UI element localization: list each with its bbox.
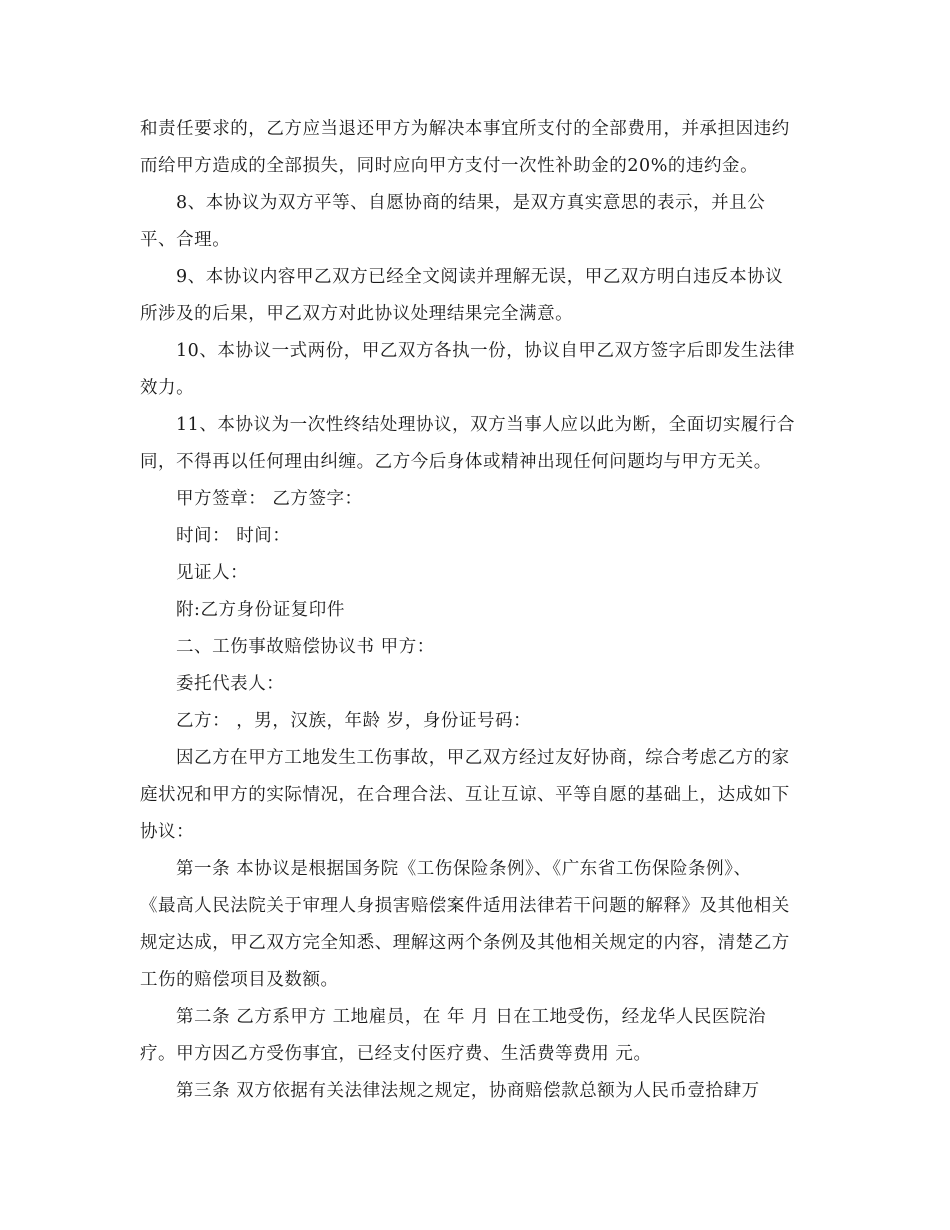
text-line: 效力。 [140, 378, 195, 398]
clause-11: 11、本协议为一次性终结处理协议，双方当事人应以此为断，全面切实履行合 [176, 415, 796, 435]
party-b-line: 乙方： ，男，汉族，年龄 岁，身份证号码： [176, 711, 532, 731]
article-2: 第二条 乙方系甲方 工地雇员，在 年 月 日在工地受伤，经龙华人民医院治 [176, 1007, 767, 1027]
text-line: 和责任要求的，乙方应当退还甲方为解决本事宜所支付的全部费用，并承担因违约 [140, 119, 790, 139]
article-3: 第三条 双方依据有关法律法规之规定，协商赔偿款总额为人民币壹拾肆万 [176, 1081, 760, 1101]
text-line: 协议： [140, 822, 195, 842]
text-line: 所涉及的后果，甲乙双方对此协议处理结果完全满意。 [140, 304, 574, 324]
text-line: 而给甲方造成的全部损失，同时应向甲方支付一次性补助金的20%的违约金。 [140, 156, 759, 176]
text-line: 工伤的赔偿项目及数额。 [140, 970, 339, 990]
attachment-line: 附:乙方身份证复印件 [176, 600, 345, 620]
text-line: 同，不得再以任何理由纠缠。乙方今后身体或精神出现任何问题均与甲方无关。 [140, 452, 772, 472]
section-heading: 二、工伤事故赔偿协议书 甲方： [176, 637, 435, 657]
preamble-line: 因乙方在甲方工地发生工伤事故，甲乙双方经过友好协商，综合考虑乙方的家 [176, 748, 790, 768]
text-line: 《最高人民法院关于审理人身损害赔偿案件适用法律若干问题的解释》及其他相关 [140, 896, 790, 916]
clause-9: 9、本协议内容甲乙双方已经全文阅读并理解无误，甲乙双方明白违反本协议 [176, 267, 784, 287]
signature-line: 甲方签章： 乙方签字： [176, 489, 363, 509]
representative-line: 委托代表人： [176, 674, 285, 694]
text-line: 庭状况和甲方的实际情况，在合理合法、互让互谅、平等自愿的基础上，达成如下 [140, 785, 790, 805]
date-line: 时间： 时间： [176, 526, 291, 546]
text-line: 平、合理。 [140, 230, 231, 250]
clause-10: 10、本协议一式两份，甲乙双方各执一份，协议自甲乙双方签字后即发生法律 [176, 341, 796, 361]
article-1: 第一条 本协议是根据国务院《工伤保险条例》、《广东省工伤保险条例》、 [176, 859, 752, 879]
text-line: 疗。甲方因乙方受伤事宜，已经支付医疗费、生活费等费用 元。 [140, 1044, 652, 1064]
text-line: 规定达成，甲乙双方完全知悉、理解这两个条例及其他相关规定的内容，清楚乙方 [140, 933, 790, 953]
witness-line: 见证人： [176, 563, 249, 583]
clause-8: 8、本协议为双方平等、自愿协商的结果，是双方真实意思的表示，并且公 [176, 193, 766, 213]
